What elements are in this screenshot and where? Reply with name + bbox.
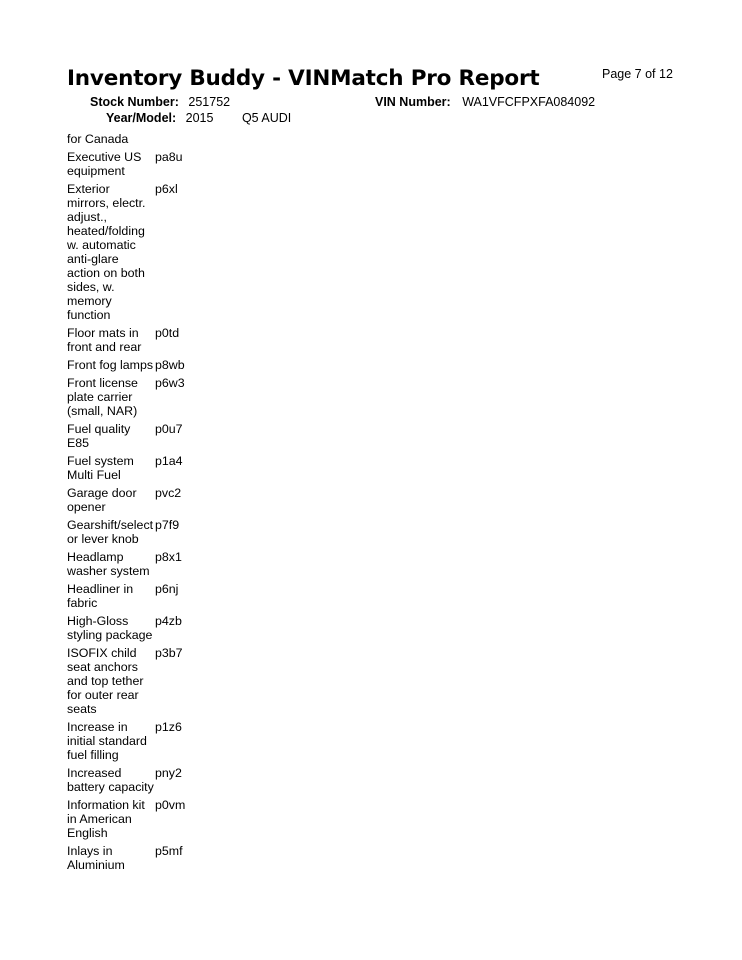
option-name: Front fog lamps	[67, 358, 154, 372]
option-row	[67, 182, 267, 322]
option-code: p5mf	[155, 844, 183, 858]
option-row	[67, 150, 267, 178]
report-title: Inventory Buddy - VINMatch Pro Report	[67, 66, 540, 91]
option-name: Floor mats in front and rear	[67, 326, 142, 354]
option-name: Inlays in Aluminium	[67, 844, 125, 872]
option-row	[67, 766, 267, 794]
option-row	[67, 550, 267, 578]
option-code: p3b7	[155, 646, 183, 660]
option-code: pny2	[155, 766, 182, 780]
year-model-label: Year/Model:	[106, 111, 177, 125]
option-name: Headlamp washer system	[67, 550, 150, 578]
option-name: Exterior mirrors, electr. adjust., heated/folding w. automatic anti-glare action on both sides, w. memory function	[67, 182, 146, 322]
option-code: p0vm	[155, 798, 186, 812]
option-name: Increased battery capacity	[67, 766, 154, 794]
option-code: p7f9	[155, 518, 180, 532]
option-code: p8wb	[155, 358, 185, 372]
option-code: p8x1	[155, 550, 182, 564]
option-row	[67, 376, 267, 418]
vin-number-label: VIN Number:	[375, 95, 451, 109]
option-name: ISOFIX child seat anchors and top tether for outer rear seats	[67, 646, 144, 716]
option-name: Fuel quality E85	[67, 422, 131, 450]
option-code: p4zb	[155, 614, 182, 628]
option-row	[67, 844, 267, 872]
option-row	[67, 798, 267, 840]
option-row	[67, 422, 267, 450]
option-row	[67, 358, 267, 372]
option-code: p0u7	[155, 422, 183, 436]
option-code: p6nj	[155, 582, 179, 596]
option-name: Increase in initial standard fuel filling	[67, 720, 147, 762]
option-name: Headliner in fabric	[67, 582, 134, 610]
option-code: pvc2	[155, 486, 182, 500]
options-list	[67, 132, 267, 876]
year-value: 2015	[185, 111, 214, 125]
year-model-row	[106, 111, 291, 125]
option-code: p1z6	[155, 720, 182, 734]
option-name: Garage door opener	[67, 486, 137, 514]
option-row	[67, 454, 267, 482]
option-name: Gearshift/select or lever knob	[67, 518, 154, 546]
option-name: Information kit in American English	[67, 798, 145, 840]
stock-number-label: Stock Number:	[90, 95, 179, 109]
vin-number-row	[375, 95, 595, 109]
option-code: p0td	[155, 326, 180, 340]
option-code: p6w3	[155, 376, 185, 390]
stock-number-value: 251752	[188, 95, 231, 109]
model-value: Q5 AUDI	[241, 111, 292, 125]
option-row	[67, 326, 267, 354]
option-row	[67, 614, 267, 642]
option-name: Front license plate carrier (small, NAR)	[67, 376, 138, 418]
option-code: p1a4	[155, 454, 183, 468]
option-row	[67, 582, 267, 610]
option-row	[67, 720, 267, 762]
page-number: Page 7 of 12	[602, 67, 673, 81]
option-name: High-Gloss styling package	[67, 614, 153, 642]
vin-number-value: WA1VFCFPXFA084092	[462, 95, 596, 109]
option-row	[67, 486, 267, 514]
options-continued-text	[67, 132, 267, 146]
option-code: p6xl	[155, 182, 178, 196]
continued-text: for Canada	[67, 132, 129, 146]
stock-number-row	[90, 95, 230, 109]
option-row	[67, 518, 267, 546]
option-name: Fuel system Multi Fuel	[67, 454, 134, 482]
option-code: pa8u	[155, 150, 183, 164]
option-row	[67, 646, 267, 716]
option-name: Executive US equipment	[67, 150, 142, 178]
